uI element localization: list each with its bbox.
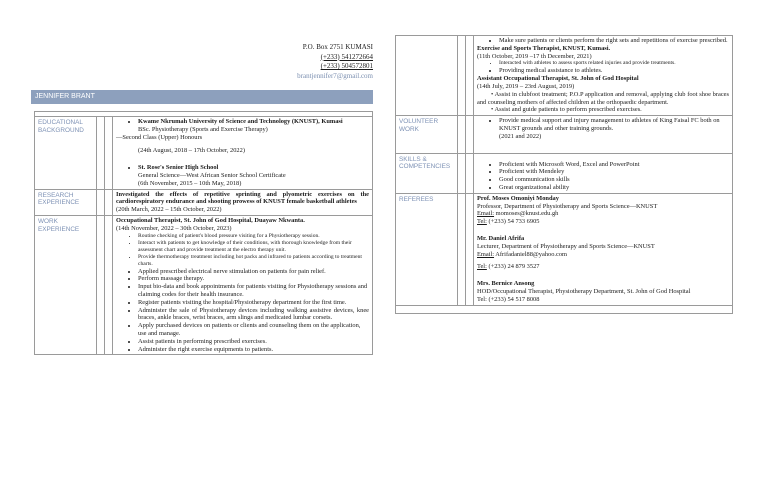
education-row	[35, 117, 373, 190]
work-role-2: Exercise and Sports Therapist, KNUST, Kumasi.	[477, 44, 611, 52]
work-duty: • Administer the right exercise equipments to patients.	[138, 346, 369, 354]
skill-item: • Good communication skills	[499, 176, 729, 184]
email-link[interactable]: brantjennifer7@gmail.com	[297, 71, 373, 80]
address: P.O. Box 2751 KUMASI	[302, 43, 373, 51]
referee-2-name: Mr. Daniel Afrifa	[477, 234, 525, 242]
work-duty: • Provide thermotherapy treatment including hot packs and infrared to patients according to treatment charts.	[138, 254, 369, 268]
work-row	[35, 215, 373, 354]
university-dates: (24th August, 2018 – 17th October, 2022)	[138, 147, 245, 155]
section-label-research: RESEARCH EXPERIENCE	[35, 189, 97, 215]
name-banner: JENNIFER BRANT	[31, 90, 373, 104]
resume-page-2	[395, 35, 733, 413]
work-duty: • Routine checking of patient's blood pressure visiting for a Physiotherapy session.	[138, 233, 369, 240]
section-label-referees: REFEREES	[396, 193, 458, 305]
work-duty: • Providing medical assistance to athletes.	[499, 67, 729, 75]
referee-2-tel: Tel: (+233) 24 879 3527	[477, 263, 540, 271]
bullet-icon: •	[491, 106, 495, 114]
certificate: General Science—West African Senior School Certificate	[138, 171, 286, 179]
volunteer-row	[396, 116, 733, 153]
referee-1-tel: Tel: (+233) 54 733 6905	[477, 218, 540, 226]
volunteer-dates: (2021 and 2022)	[499, 132, 542, 140]
work-role-2-dates: (11th October, 2019 –17 th December, 2021)	[477, 52, 592, 60]
work-continued-row	[396, 36, 733, 116]
referee-1-title: Professor, Department of Physiotherapy and Sports Science—KNUST	[477, 202, 658, 210]
skill-item: • Proficient with Microsoft Word, Excel and PowerPoint	[499, 161, 729, 169]
degree: BSc. Physiotherapy (Sports and Exercise Therapy)	[138, 125, 268, 133]
skills-row	[396, 153, 733, 193]
phone-2[interactable]: (+233) 504572801	[320, 62, 373, 71]
referee-2-title: Lecturer, Department of Physiotherapy and Sports Science—KNUST	[477, 242, 655, 250]
skill-item: • Proficient with Mendeley	[499, 168, 729, 176]
work-duty: • Interact with patients to get knowledge of their conditions, with thorough knowledge from their assessment chart and provide treatment at the electro therapy unit.	[138, 240, 369, 254]
section-label-skills: SKILLS & COMPETENCIES	[396, 153, 458, 193]
work-duty: Assist and guide patients to perform prescribed exercises.	[494, 106, 642, 114]
section-label-work: WORK EXPERIENCE	[35, 215, 97, 354]
referee-2-email: Email: Afrifadaniel88@yahoo.com	[477, 250, 568, 258]
research-row	[35, 189, 373, 215]
contact-block	[297, 43, 373, 81]
section-label-volunteer: VOLUNTEER WORK	[396, 116, 458, 153]
skill-item: • Great organizational ability	[499, 184, 729, 192]
research-dates: (20th March, 2022 – 15th October, 2022)	[116, 206, 222, 214]
referees-row	[396, 193, 733, 305]
work-duty: • Perform massage therapy.	[138, 275, 369, 283]
referee-1-email: Email: momoses@knust.edu.gh	[477, 210, 559, 218]
university-name: • Kwame Nkrumah University of Science and Technology (KNUST), Kumasi	[138, 118, 369, 126]
resume-page-1	[31, 40, 373, 464]
work-duty: • Interacted with athletes to assess sports related injuries and provide treatments.	[499, 60, 729, 67]
resume-table-right	[395, 35, 733, 314]
work-duty: • Apply purchased devices on patients or clients and counseling them on the application, use and manage.	[138, 322, 369, 338]
section-label-education: EDUCATIONAL BACKGROUND	[35, 117, 97, 190]
work-duty-paragraph: • Assist in clubfoot treatment; P.O.P application and removal, applying club foot shoe braces and counseling mothers of affected children at the orthopaedic department.	[477, 90, 730, 106]
referee-1-name: Prof. Moses Omoniyi Monday	[477, 194, 559, 202]
work-duty: • Register patients visiting the hospital/Physiotherapy department for the first time.	[138, 299, 369, 307]
referee-3-tel: Tel: (+233) 54 517 8008	[477, 295, 540, 303]
work-duty: • Administer the sale of Physiotherapy devices including walking assistive devices, knee braces, ankle braces, wrist braces, arm slings and medicated lumbar corsets.	[138, 307, 369, 323]
work-role-1: Occupational Therapist, St. John of God Hospital, Duayaw Nkwanta.	[116, 216, 305, 224]
work-role-3-dates: (14th July, 2019 – 23rd August, 2019)	[477, 82, 575, 90]
research-title: Investigated the effects of repetitive sprinting and plyometric exercises on the cardiorespiratory endurance and shooting prowess of KNUST female basketball athletes	[116, 190, 369, 206]
work-role-1-dates: (14th November, 2022 – 30th October, 2023)	[116, 224, 232, 232]
volunteer-text: • Provide medical support and injury management to athletes of King Faisal FC both on KNUST grounds and other training grounds.	[499, 117, 729, 133]
resume-table-left	[34, 111, 373, 355]
work-duty: • Applied prescribed electrical nerve stimulation on patients for pain relief.	[138, 268, 369, 276]
school-dates: (6th November, 2015 – 10th May, 2018)	[138, 179, 242, 187]
work-duty: • Input bio-data and book appointments for patients visiting for Physiotherapy sessions and claiming codes for their health insurance.	[138, 283, 369, 299]
work-role-3: Assistant Occupational Therapist, St. John of God Hospital	[477, 75, 639, 83]
work-duty: • Make sure patients or clients perform the right sets and repetitions of exercise prescribed.	[499, 37, 729, 45]
work-duty: • Assist patients in performing prescribed exercises.	[138, 338, 369, 346]
referee-3-name: Mrs. Bernice Ansong	[477, 280, 535, 288]
bullet-icon: •	[491, 90, 495, 98]
honours: —Second Class (Upper) Honours	[116, 133, 203, 141]
school-name: • St. Rose's Senior High School	[138, 164, 369, 172]
phone-1[interactable]: (+233) 541272664	[320, 52, 373, 61]
referee-3-title: HOD/Occupational Therapist, Physiotherapy Department, St. John of God Hospital	[477, 287, 691, 295]
